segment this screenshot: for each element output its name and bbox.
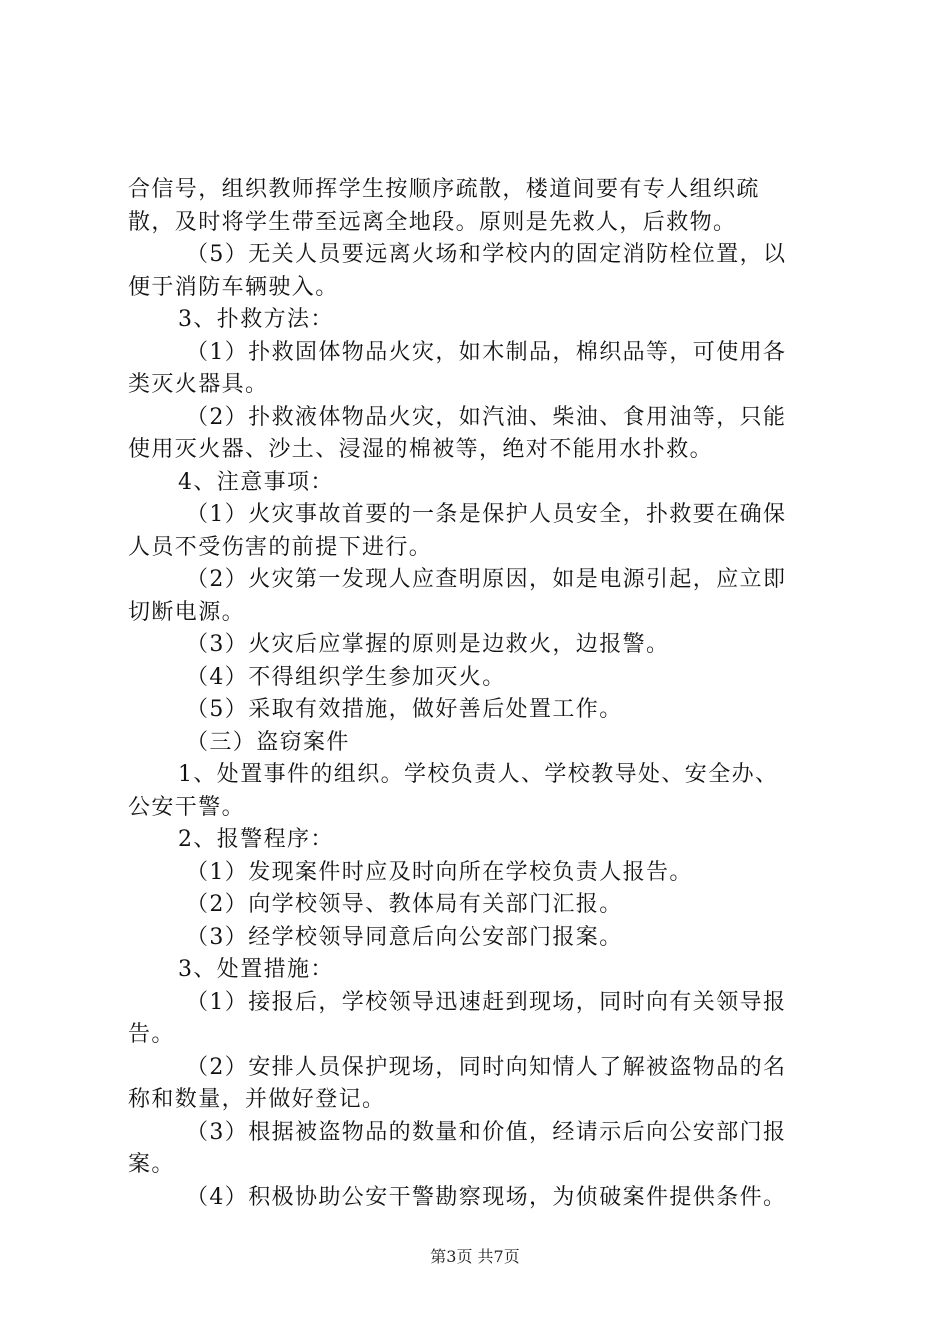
text-line: 便于消防车辆驶入。: [128, 274, 339, 300]
text-line: 类灭火器具。: [128, 372, 269, 397]
body-text: [128, 174, 832, 1214]
text-line: （1）接报后，学校领导迅速赶到现场，同时向有关领导报: [186, 989, 787, 1015]
section-heading: 4、注意事项：: [178, 469, 334, 495]
text-line: （2）扑救液体物品火灾，如汽油、柴油、食用油等，只能: [186, 404, 787, 430]
text-line: 公安干警。: [128, 794, 246, 820]
section-heading: 2、报警程序：: [178, 827, 334, 852]
text-line: 称和数量，并做好登记。: [128, 1087, 386, 1112]
text-line: （1）发现案件时应及时向所在学校负责人报告。: [186, 859, 693, 885]
text-line: 使用灭火器、沙土、浸湿的棉被等，绝对不能用水扑救。: [128, 437, 714, 462]
text-line: （5）采取有效措施，做好善后处置工作。: [186, 697, 623, 722]
text-line: （4）积极协助公安干警勘察现场，为侦破案件提供条件。: [186, 1184, 787, 1210]
text-line: 散，及时将学生带至远离全地段。原则是先救人，后救物。: [128, 209, 737, 235]
page-number-footer: 第3页 共7页: [430, 1247, 520, 1266]
section-heading: 3、扑救方法：: [178, 307, 334, 332]
text-line: （3）根据被盗物品的数量和价值，经请示后向公安部门报: [186, 1119, 787, 1145]
section-heading: 3、处置措施：: [178, 957, 334, 982]
text-line: （3）经学校领导同意后向公安部门报案。: [186, 924, 623, 950]
text-line: （5）无关人员要远离火场和学校内的固定消防栓位置，以: [186, 242, 787, 267]
text-line: （1）火灾事故首要的一条是保护人员安全，扑救要在确保: [186, 502, 787, 527]
text-line: （4）不得组织学生参加灭火。: [186, 664, 506, 690]
text-line: 案。: [128, 1152, 175, 1177]
text-line: 告。: [128, 1022, 175, 1047]
text-line: （2）向学校领导、教体局有关部门汇报。: [186, 892, 623, 917]
text-line: （2）安排人员保护现场，同时向知情人了解被盗物品的名: [186, 1054, 787, 1080]
text-line: （1）扑救固体物品火灾，如木制品，棉织品等，可使用各: [186, 339, 787, 365]
text-line: （3）火灾后应掌握的原则是边救火，边报警。: [186, 632, 670, 657]
text-line: 1、处置事件的组织。学校负责人、学校教导处、安全办、: [178, 762, 779, 787]
text-line: 合信号，组织教师挥学生按顺序疏散，楼道间要有专人组织疏: [128, 177, 760, 202]
text-line: 人员不受伤害的前提下进行。: [128, 534, 433, 560]
text-line: （2）火灾第一发现人应查明原因，如是电源引起，应立即: [186, 567, 787, 592]
section-heading: （三）盗窃案件: [186, 729, 350, 755]
text-line: 切断电源。: [128, 599, 246, 625]
